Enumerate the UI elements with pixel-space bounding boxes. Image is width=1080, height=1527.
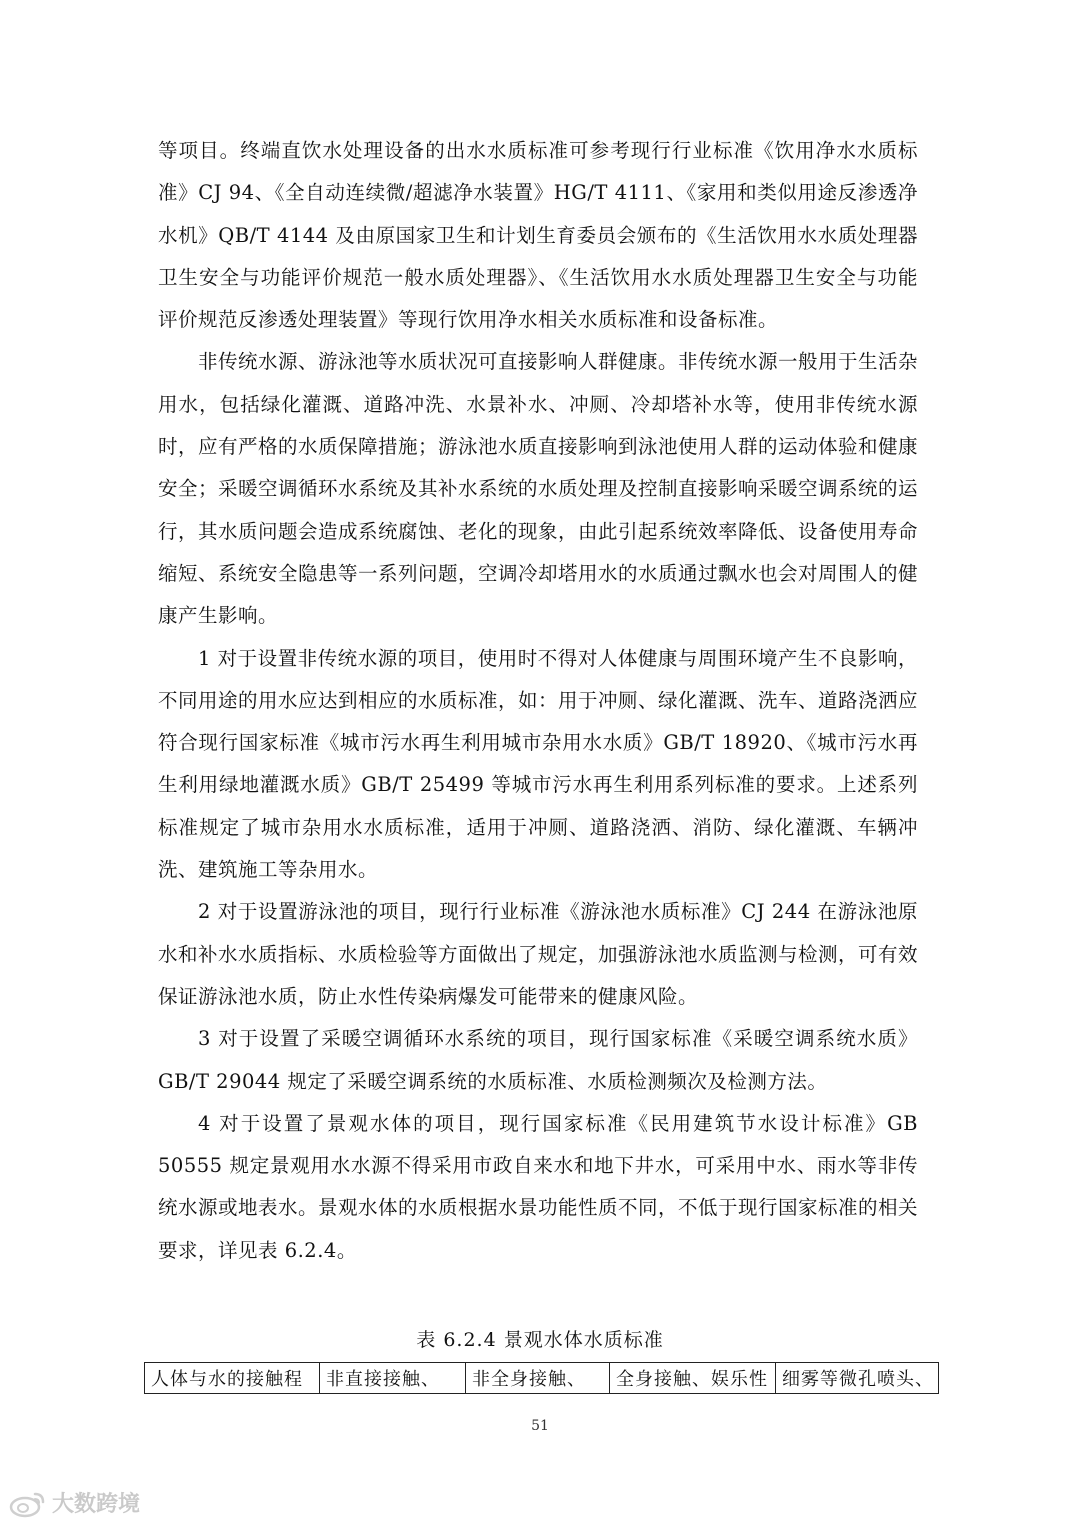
table-caption: 表 6.2.4 景观水体水质标准	[416, 1329, 664, 1351]
paragraph-6: 4 对于设置了景观水体的项目，现行国家标准《民用建筑节水设计标准》GB 50555 规定景观用水水源不得采用市政自来水和地下井水，可采用中水、雨水等非传统水源或地表水。景观水体的水质根据水景功能性质不同，不低于现行国家标准的相关要求，详见表 6.2.4。	[158, 1111, 919, 1262]
table-cell: 非直接接触、	[320, 1363, 466, 1394]
watermark	[8, 1487, 140, 1518]
table-header-row	[145, 1363, 939, 1394]
paragraph-3: 1 对于设置非传统水源的项目，使用时不得对人体健康与周围环境产生不良影响，不同用途的用水应达到相应的水质标准，如：用于冲厕、绿化灌溉、洗车、道路浇洒应符合现行国家标准《城市污水再生利用城市杂用水水质》GB/T 18920、《城市污水再生利用绿地灌溉水质》GB/T 25499 等城市污水再生利用系列标准的要求。上述系列标准规定了城市杂用水水质标准，适用于冲厕、道路浇洒、消防、绿化灌溉、车辆冲洗、建筑施工等杂用水。	[158, 646, 919, 882]
table-cell: 全身接触、娱乐性	[610, 1363, 776, 1394]
body-text	[158, 130, 918, 1272]
table-cell: 人体与水的接触程	[145, 1363, 320, 1394]
weibo-logo-icon	[8, 1488, 48, 1518]
page-number: 51	[531, 1418, 549, 1434]
table-cell: 细雾等微孔喷头、	[776, 1363, 939, 1394]
paragraph-1: 等项目。终端直饮水处理设备的出水水质标准可参考现行行业标准《饮用净水水质标准》CJ 94、《全自动连续微/超滤净水装置》HG/T 4111、《家用和类似用途反渗透净水机》QB/T 4144 及由原国家卫生和计划生育委员会颁布的《生活饮用水水质处理器卫生安全与功能评价规范一般水质处理器》、《生活饮用水水质处理器卫生安全与功能评价规范反渗透处理装置》等现行饮用净水相关水质标准和设备标准。	[158, 139, 918, 332]
paragraph-5: 3 对于设置了采暖空调循环水系统的项目，现行国家标准《采暖空调系统水质》GB/T 29044 规定了采暖空调系统的水质标准、水质检测频次及检测方法。	[158, 1027, 918, 1093]
water-quality-table	[144, 1362, 939, 1394]
paragraph-4: 2 对于设置游泳池的项目，现行行业标准《游泳池水质标准》CJ 244 在游泳池原水和补水水质指标、水质检验等方面做出了规定，加强游泳池水质监测与检测，可有效保证游泳池水质，防止水性传染病爆发可能带来的健康风险。	[158, 900, 919, 1008]
watermark-text: 大数跨境	[52, 1492, 141, 1517]
table-cell: 非全身接触、	[466, 1363, 610, 1394]
paragraph-2: 非传统水源、游泳池等水质状况可直接影响人群健康。非传统水源一般用于生活杂用水，包括绿化灌溉、道路冲洗、水景补水、冲厕、冷却塔补水等，使用非传统水源时，应有严格的水质保障措施；游泳池水质直接影响到泳池使用人群的运动体验和健康安全；采暖空调循环水系统及其补水系统的水质处理及控制直接影响采暖空调系统的运行，其水质问题会造成系统腐蚀、老化的现象，由此引起系统效率降低、设备使用寿命缩短、系统安全隐患等一系列问题，空调冷却塔用水的水质通过飘水也会对周围人的健康产生影响。	[158, 350, 919, 628]
